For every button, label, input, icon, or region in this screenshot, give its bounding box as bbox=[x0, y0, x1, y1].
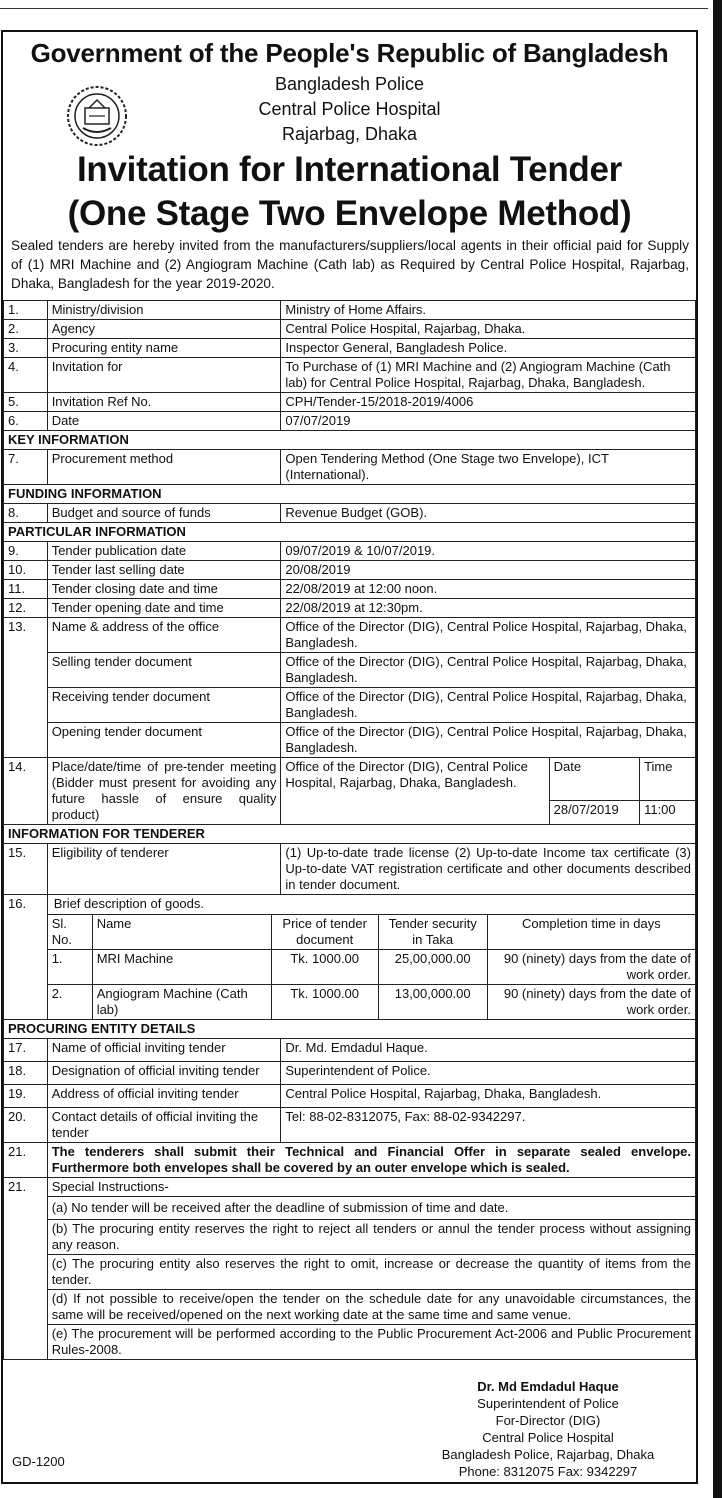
goods-table bbox=[48, 914, 695, 1019]
table-cell: 1. bbox=[48, 950, 93, 985]
signature-block bbox=[403, 1378, 693, 1480]
table-row bbox=[4, 758, 696, 801]
table-cell: 5. bbox=[4, 393, 48, 412]
table-cell: 25,00,000.00 bbox=[378, 950, 487, 985]
section-heading bbox=[4, 431, 696, 450]
section-heading bbox=[4, 485, 696, 504]
org-line-2: Central Police Hospital bbox=[258, 99, 441, 119]
instruction-item bbox=[4, 1255, 696, 1290]
table-cell: FUNDING INFORMATION bbox=[4, 485, 696, 504]
table-row bbox=[4, 653, 696, 688]
table-row bbox=[4, 1143, 696, 1178]
table-row bbox=[4, 599, 696, 618]
table-cell: Angiogram Machine (Cath lab) bbox=[92, 985, 271, 1020]
table-cell: Selling tender document bbox=[47, 653, 281, 688]
table-cell: Time bbox=[640, 758, 696, 801]
table-row bbox=[4, 1085, 696, 1108]
table-cell: 6. bbox=[4, 412, 48, 431]
table-cell: Tender closing date and time bbox=[47, 580, 281, 599]
table-cell bbox=[47, 895, 695, 1020]
signatory-phone: Phone: 8312075 Fax: 9342297 bbox=[458, 1464, 638, 1479]
table-cell: Office of the Director (DIG), Central Police Hospital, Rajarbag, Dhaka, Bangladesh. bbox=[281, 758, 549, 825]
table-cell: Ministry of Home Affairs. bbox=[281, 301, 696, 320]
table-cell: Revenue Budget (GOB). bbox=[281, 504, 696, 523]
table-cell: Central Police Hospital, Rajarbag, Dhaka. bbox=[281, 320, 696, 339]
table-cell: Name of official inviting tender bbox=[47, 1039, 281, 1062]
table-cell: Tender last selling date bbox=[47, 561, 281, 580]
table-cell: Date bbox=[47, 412, 281, 431]
tender-table bbox=[3, 300, 696, 1360]
table-cell: INFORMATION FOR TENDERER bbox=[4, 825, 696, 844]
table-cell: Name & address of the office bbox=[47, 618, 281, 653]
table-cell: Superintendent of Police. bbox=[281, 1062, 696, 1085]
table-cell: 4. bbox=[4, 358, 48, 393]
instruction-item bbox=[4, 1197, 696, 1220]
table-cell: Invitation Ref No. bbox=[47, 393, 281, 412]
signatory-designation: Superintendent of Police bbox=[477, 1396, 619, 1411]
table-cell: 10. bbox=[4, 561, 48, 580]
table-cell: 11:00 bbox=[640, 801, 696, 825]
table-cell: Dr. Md. Emdadul Haque. bbox=[281, 1039, 696, 1062]
table-cell: 21. bbox=[4, 1143, 48, 1178]
table-cell: Open Tendering Method (One Stage two Envelope), ICT (International). bbox=[281, 450, 696, 485]
table-cell: 11. bbox=[4, 580, 48, 599]
table-cell: Designation of official inviting tender bbox=[47, 1062, 281, 1085]
table-cell: PARTICULAR INFORMATION bbox=[4, 523, 696, 542]
table-row bbox=[4, 339, 696, 358]
table-cell: 12. bbox=[4, 599, 48, 618]
table-cell: 28/07/2019 bbox=[549, 801, 639, 825]
table-row bbox=[4, 844, 696, 895]
table-cell: Office of the Director (DIG), Central Police Hospital, Rajarbag, Dhaka, Bangladesh. bbox=[281, 688, 696, 723]
table-cell: 21. bbox=[4, 1178, 48, 1360]
instruction-item bbox=[4, 1325, 696, 1360]
table-cell: CPH/Tender-15/2018-2019/4006 bbox=[281, 393, 696, 412]
table-cell: (b) The procuring entity reserves the right to reject all tenders or annul the tender process without assigning any reason. bbox=[47, 1220, 695, 1255]
notice-title: Invitation for International Tender bbox=[77, 150, 622, 189]
table-cell: 13. bbox=[4, 618, 48, 758]
table-cell: Name bbox=[92, 915, 271, 950]
table-row bbox=[4, 542, 696, 561]
table-cell: (1) Up-to-date trade license (2) Up-to-date Income tax certificate (3) Up-to-date VAT registration certificate and other documents described in tender document. bbox=[281, 844, 696, 895]
top-rule bbox=[0, 8, 708, 9]
table-row bbox=[4, 1039, 696, 1062]
table-cell: Tk. 1000.00 bbox=[271, 985, 378, 1020]
table-row bbox=[4, 1178, 696, 1197]
table-cell: Sl. No. bbox=[48, 915, 93, 950]
table-cell: Central Police Hospital, Rajarbag, Dhaka, Bangladesh. bbox=[281, 1085, 696, 1108]
table-cell: Office of the Director (DIG), Central Police Hospital, Rajarbag, Dhaka, Bangladesh. bbox=[281, 723, 696, 758]
table-cell: 07/07/2019 bbox=[281, 412, 696, 431]
org-line-3: Rajarbag, Dhaka bbox=[281, 124, 418, 144]
table-cell: Address of official inviting tender bbox=[47, 1085, 281, 1108]
goods-row bbox=[48, 950, 695, 985]
table-row bbox=[4, 580, 696, 599]
table-row bbox=[4, 1062, 696, 1085]
table-cell: 90 (ninety) days from the date of work order. bbox=[487, 985, 695, 1020]
table-cell: Eligibility of tenderer bbox=[47, 844, 281, 895]
signatory-address: Bangladesh Police, Rajarbag, Dhaka bbox=[441, 1447, 655, 1462]
signatory-for: For-Director (DIG) bbox=[495, 1413, 601, 1428]
table-cell: Completion time in days bbox=[487, 915, 695, 950]
table-cell: Ministry/division bbox=[47, 301, 281, 320]
table-cell: Tel: 88-02-8312075, Fax: 88-02-9342297. bbox=[281, 1108, 696, 1143]
goods-caption: Brief description of goods. bbox=[53, 896, 204, 911]
table-cell: 13,00,000.00 bbox=[378, 985, 487, 1020]
table-cell: 2. bbox=[4, 320, 48, 339]
table-row bbox=[4, 723, 696, 758]
section-heading bbox=[4, 825, 696, 844]
table-row bbox=[4, 1108, 696, 1143]
table-cell: Office of the Director (DIG), Central Police Hospital, Rajarbag, Dhaka, Bangladesh. bbox=[281, 653, 696, 688]
signatory-name: Dr. Md Emdadul Haque bbox=[477, 1379, 619, 1394]
page-edge-bar bbox=[713, 0, 722, 1498]
instruction-item bbox=[4, 1290, 696, 1325]
signatory-office: Central Police Hospital bbox=[482, 1430, 614, 1445]
table-cell: Tender publication date bbox=[47, 542, 281, 561]
table-cell: PROCURING ENTITY DETAILS bbox=[4, 1020, 696, 1039]
table-row bbox=[4, 393, 696, 412]
notice-header bbox=[3, 32, 696, 234]
table-cell: 7. bbox=[4, 450, 48, 485]
table-cell: 17. bbox=[4, 1039, 48, 1062]
table-cell: 19. bbox=[4, 1085, 48, 1108]
table-row bbox=[4, 561, 696, 580]
table-cell: 09/07/2019 & 10/07/2019. bbox=[281, 542, 696, 561]
section-heading bbox=[4, 1020, 696, 1039]
table-cell: (a) No tender will be received after the deadline of submission of time and date. bbox=[47, 1197, 695, 1220]
table-cell: 18. bbox=[4, 1062, 48, 1085]
table-row bbox=[4, 504, 696, 523]
table-row bbox=[4, 320, 696, 339]
table-cell: Special Instructions- bbox=[47, 1178, 695, 1197]
table-cell: Place/date/time of pre-tender meeting (Bidder must present for avoiding any future hassle of ensure quality product) bbox=[47, 758, 281, 825]
table-cell: Receiving tender document bbox=[47, 688, 281, 723]
section-heading bbox=[4, 523, 696, 542]
table-row bbox=[4, 450, 696, 485]
table-cell: Invitation for bbox=[47, 358, 281, 393]
table-cell: (d) If not possible to receive/open the tender on the schedule date for any unavoidable circumstances, the same will be received/opened on the next working date at the same time and same venue. bbox=[47, 1290, 695, 1325]
table-cell: 20. bbox=[4, 1108, 48, 1143]
table-cell: Price of tender document bbox=[271, 915, 378, 950]
table-cell: 90 (ninety) days from the date of work order. bbox=[487, 950, 695, 985]
table-cell: 16. bbox=[4, 895, 48, 1020]
table-cell: KEY INFORMATION bbox=[4, 431, 696, 450]
notice-subtitle: (One Stage Two Envelope Method) bbox=[67, 194, 632, 233]
table-cell: 2. bbox=[48, 985, 93, 1020]
table-cell: 8. bbox=[4, 504, 48, 523]
table-cell: 22/08/2019 at 12:30pm. bbox=[281, 599, 696, 618]
table-row bbox=[4, 618, 696, 653]
table-cell: 22/08/2019 at 12:00 noon. bbox=[281, 580, 696, 599]
intro-paragraph: Sealed tenders are hereby invited from the manufacturers/suppliers/local agents in their official paid for Supply of (1) MRI Machine and (2) Angiogram Machine (Cath lab) as Required by Central Police Hospital, Rajarbag, Dhaka, Bangladesh for the year 2019-2020. bbox=[11, 238, 689, 291]
org-line-1: Bangladesh Police bbox=[274, 74, 425, 94]
table-cell: Date bbox=[549, 758, 639, 801]
table-cell: The tenderers shall submit their Technical and Financial Offer in separate sealed envelope. Furthermore both envelopes shall be covered by an outer envelope which is sealed. bbox=[47, 1143, 695, 1178]
instruction-item bbox=[4, 1220, 696, 1255]
table-cell: To Purchase of (1) MRI Machine and (2) Angiogram Machine (Cath lab) for Central Police Hospital, Rajarbag, Dhaka, Bangladesh. bbox=[281, 358, 696, 393]
table-cell: Tender opening date and time bbox=[47, 599, 281, 618]
table-cell: 15. bbox=[4, 844, 48, 895]
table-cell: (c) The procuring entity also reserves the right to omit, increase or decrease the quantity of items from the tender. bbox=[47, 1255, 695, 1290]
table-cell: 3. bbox=[4, 339, 48, 358]
goods-row bbox=[48, 985, 695, 1020]
table-cell: Tender security in Taka bbox=[378, 915, 487, 950]
table-cell: Agency bbox=[47, 320, 281, 339]
table-cell: Procurement method bbox=[47, 450, 281, 485]
table-row bbox=[4, 301, 696, 320]
table-row bbox=[4, 358, 696, 393]
table-cell: 9. bbox=[4, 542, 48, 561]
table-cell: Contact details of official inviting the tender bbox=[47, 1108, 281, 1143]
table-cell: Tk. 1000.00 bbox=[271, 950, 378, 985]
table-cell: 14. bbox=[4, 758, 48, 825]
table-cell: Opening tender document bbox=[47, 723, 281, 758]
table-row bbox=[4, 895, 696, 1020]
table-row bbox=[4, 688, 696, 723]
table-cell: MRI Machine bbox=[92, 950, 271, 985]
goods-header-row bbox=[48, 915, 695, 950]
table-cell: 20/08/2019 bbox=[281, 561, 696, 580]
tender-notice bbox=[1, 30, 698, 1484]
notice-code: GD-1200 bbox=[12, 1454, 65, 1469]
table-cell: Office of the Director (DIG), Central Police Hospital, Rajarbag, Dhaka, Bangladesh. bbox=[281, 618, 696, 653]
table-row bbox=[4, 412, 696, 431]
table-cell: (e) The procurement will be performed according to the Public Procurement Act-2006 and Public Procurement Rules-2008. bbox=[47, 1325, 695, 1360]
table-cell: Inspector General, Bangladesh Police. bbox=[281, 339, 696, 358]
table-cell: Budget and source of funds bbox=[47, 504, 281, 523]
government-title: Government of the People's Republic of Bangladesh bbox=[30, 38, 669, 68]
table-cell: 1. bbox=[4, 301, 48, 320]
table-cell: Procuring entity name bbox=[47, 339, 281, 358]
